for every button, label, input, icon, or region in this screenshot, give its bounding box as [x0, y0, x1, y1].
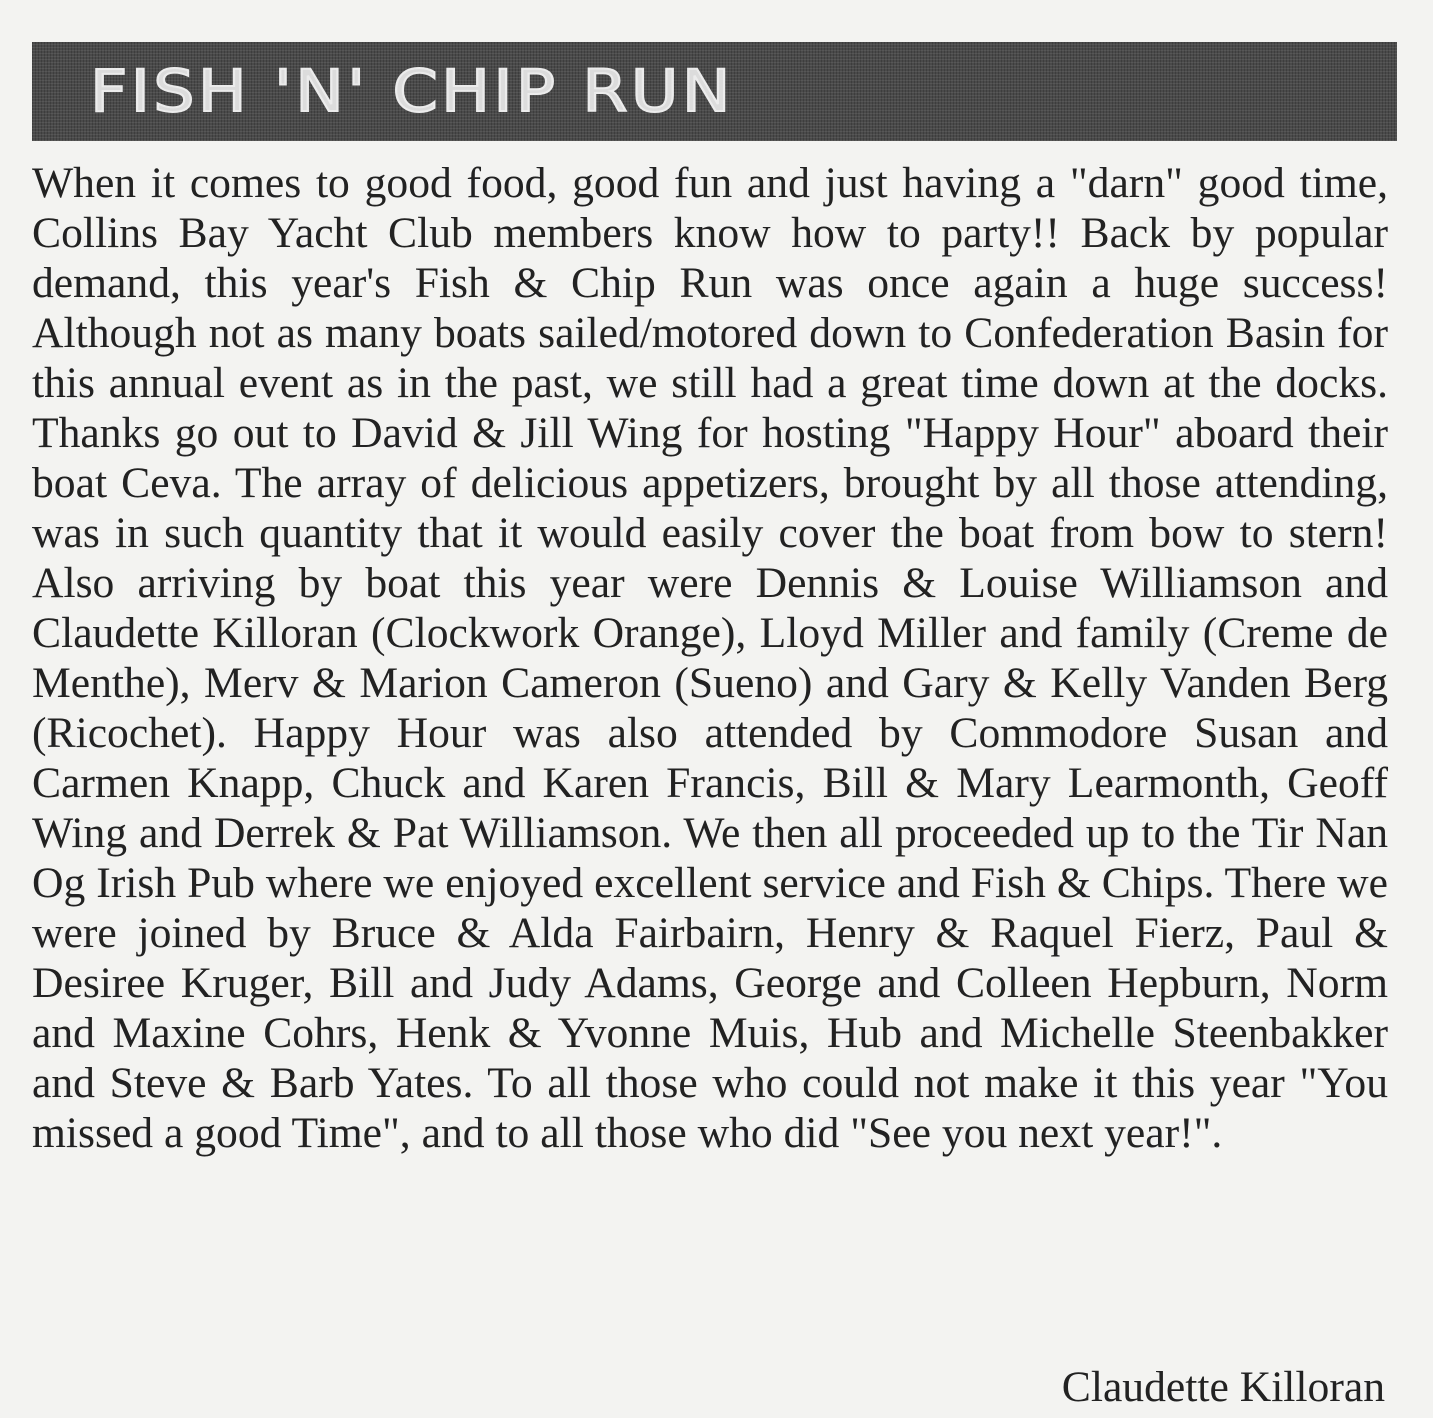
title-banner [32, 42, 1397, 141]
article-title: FISH 'N' CHIP RUN [90, 57, 734, 125]
article-body: When it comes to good food, good fun and just having a "darn" good time, Collins Bay Yacht Club members know how to party!! Back by popular demand, this year's Fish & Chip Run was once again a huge success! Although not as many boats sailed/motored down to Confederation Basin for this annual event as in the past, we still had a great time down at the docks. Thanks go out to David & Jill Wing for hosting "Happy Hour" aboard their boat Ceva. The array of delicious appetizers, brought by all those attending, was in such quantity that it would easily cover the boat from bow to stern! Also arriving by boat this year were Dennis & Louise Williamson and Claudette Killoran (Clockwork Orange), Lloyd Miller and family (Creme de Menthe), Merv & Marion Cameron (Sueno) and Gary & Kelly Vanden Berg (Ricochet). Happy Hour was also attended by Commodore Susan and Carmen Knapp, Chuck and Karen Francis, Bill & Mary Learmonth, Geoff Wing and Derrek & Pat Williamson. We then all proceeded up to the Tir Nan Og Irish Pub where we enjoyed excellent service and Fish & Chips. There we were joined by Bruce & Alda Fairbairn, Henry & Raquel Fierz, Paul & Desiree Kruger, Bill and Judy Adams, George and Colleen Hepburn, Norm and Maxine Cohrs, Henk & Yvonne Muis, Hub and Michelle Steenbakker and Steve & Barb Yates. To all those who could not make it this year "You missed a good Time", and to all those who did "See you next year!". [32, 159, 1388, 1157]
author-signature: Claudette Killoran [1061, 1363, 1385, 1411]
